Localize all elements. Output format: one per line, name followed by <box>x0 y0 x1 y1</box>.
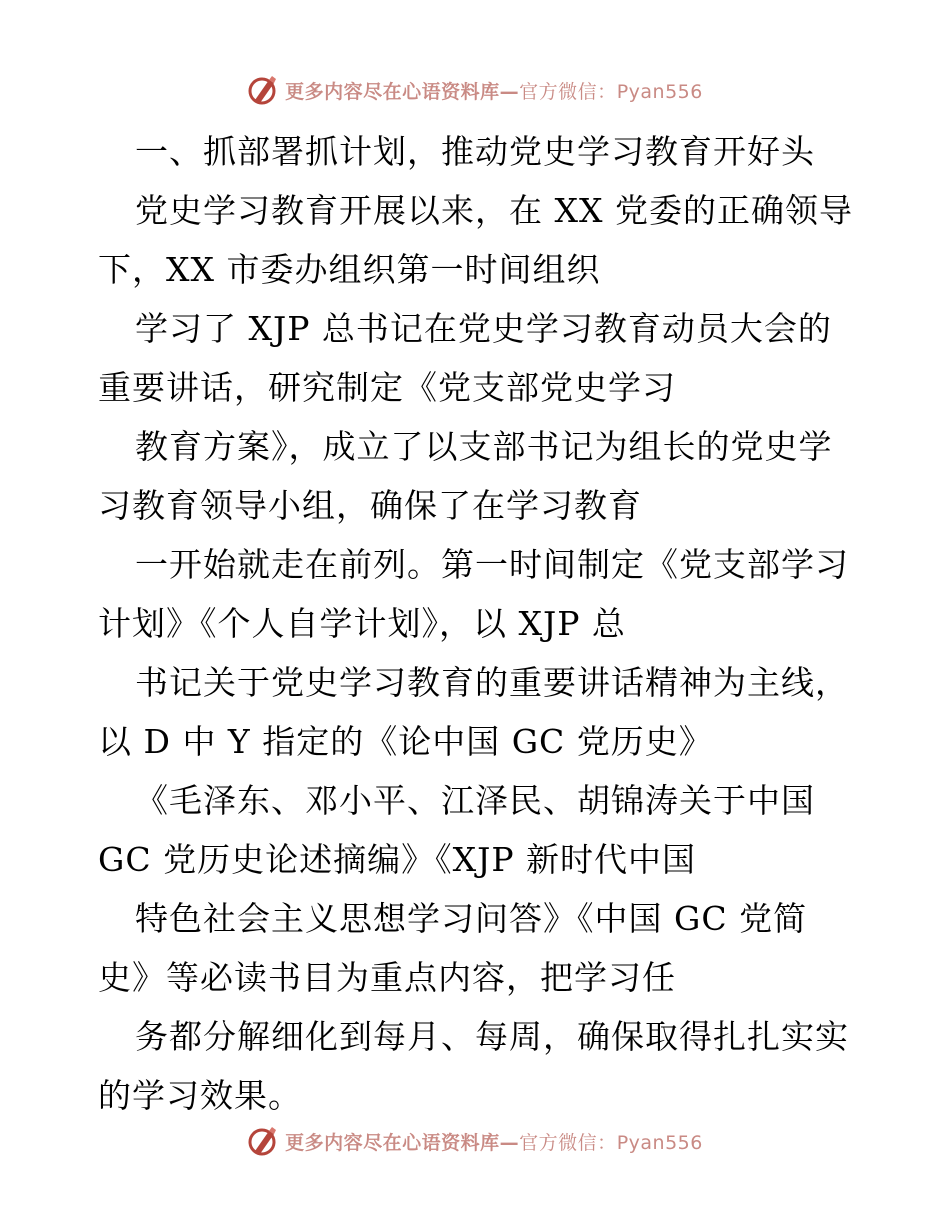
paragraph-line: 党史学习教育开展以来，在 XX 党委的正确领导 <box>135 191 853 230</box>
section-heading: 一、抓部署抓计划，推动党史学习教育开好头 <box>135 132 815 171</box>
paragraph-line: 重要讲话，研究制定《党支部党史学习 <box>98 368 676 407</box>
paragraph-line: 教育方案》，成立了以支部书记为组长的党史学 <box>135 427 833 466</box>
pen-logo-icon <box>247 74 279 106</box>
paragraph-line: 务都分解细化到每月、每周，确保取得扎扎实实 <box>135 1017 849 1056</box>
document-body <box>98 122 858 1125</box>
paragraph-line: 的学习效果。 <box>98 1076 302 1115</box>
banner-text <box>285 1128 703 1155</box>
paragraph-line: 一开始就走在前列。第一时间制定《党支部学习 <box>135 545 849 584</box>
paragraph-line: 《毛泽东、邓小平、江泽民、胡锦涛关于中国 <box>135 781 815 820</box>
paragraph-line: 计划》《个人自学计划》，以 XJP 总 <box>98 604 626 643</box>
banner-slogan: 更多内容尽在心语资料库— <box>285 1131 520 1154</box>
footer-banner <box>0 1121 950 1161</box>
banner-text <box>285 77 703 104</box>
banner-slogan: 更多内容尽在心语资料库— <box>285 80 520 103</box>
paragraph-line: 习教育领导小组，确保了在学习教育 <box>98 486 642 525</box>
paragraph-line: 书记关于党史学习教育的重要讲话精神为主线， <box>135 663 849 702</box>
paragraph-line: 下，XX 市委办组织第一时间组织 <box>98 250 601 289</box>
wechat-label: 官方微信： <box>519 80 617 103</box>
paragraph-line: 史》等必读书目为重点内容，把学习任 <box>98 958 676 997</box>
wechat-label: 官方微信： <box>519 1131 617 1154</box>
pen-logo-icon <box>247 1125 279 1157</box>
paragraph-line: GC 党历史论述摘编》《XJP 新时代中国 <box>98 840 697 879</box>
wechat-id: Pyan556 <box>616 80 703 103</box>
paragraph-line: 学习了 XJP 总书记在党史学习教育动员大会的 <box>135 309 832 348</box>
wechat-id: Pyan556 <box>616 1131 703 1154</box>
header-banner <box>0 70 950 110</box>
paragraph-line: 特色社会主义思想学习问答》《中国 GC 党简 <box>135 899 808 938</box>
paragraph-line: 以 D 中 Y 指定的《论中国 GC 党历史》 <box>98 722 713 761</box>
